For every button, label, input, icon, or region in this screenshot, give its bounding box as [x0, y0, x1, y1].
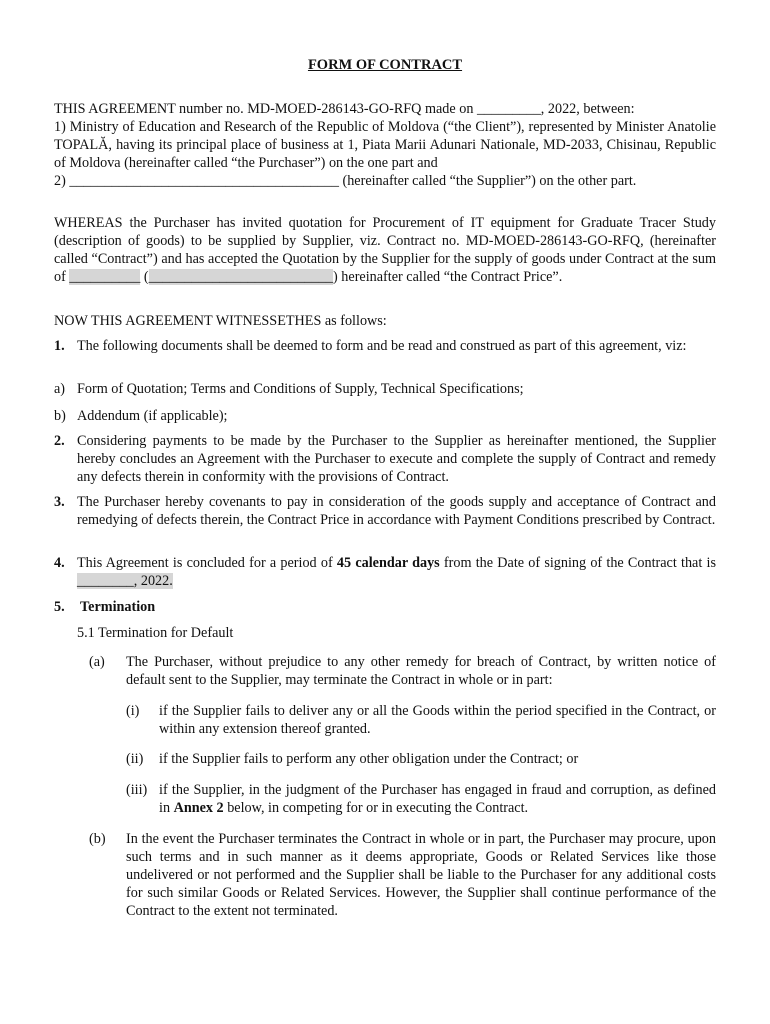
item-a-text: Form of Quotation; Terms and Conditions of Supply, Technical Specifications; [77, 381, 524, 397]
termination-a-label: (a) [89, 654, 105, 670]
item-4-duration: 45 calendar days [336, 555, 440, 571]
page-title: FORM OF CONTRACT [307, 57, 463, 73]
agreement-number-line: THIS AGREEMENT number no. MD-MOED-286143-GO-RFQ made on _________, 2022, between: [54, 101, 635, 117]
termination-b-label: (b) [89, 831, 106, 847]
item-b-text: Addendum (if applicable); [77, 408, 228, 424]
termination-ii-label: (ii) [126, 751, 144, 767]
signing-date-blank: ________, 2022. [77, 573, 173, 589]
whereas-paragraph [54, 214, 716, 286]
item-b-label: b) [54, 408, 66, 424]
item-2-text: Considering payments to be made by the Purchaser to the Supplier as hereinafter mentioned, the Supplier hereby concludes an Agreement with the Purchaser to execute and complete the supply of Contract and remedy any defects therein in conformity with the provisions of Contract. [77, 433, 716, 485]
termination-iii-pre: if the Supplier, in the judgment of the Purchaser has engaged in fraud and corruption, as defined in [159, 782, 716, 816]
termination-for-default-heading: 5.1 Termination for Default [77, 625, 234, 641]
witness-line: NOW THIS AGREEMENT WITNESSETHES as follows: [54, 313, 387, 329]
item-1-number: 1. [54, 338, 65, 354]
termination-i-label: (i) [126, 703, 140, 719]
item-4-post: from the Date of signing of the Contract that is [439, 555, 716, 571]
item-5-number: 5. [54, 599, 65, 615]
whereas-tail: ) hereinafter called “the Contract Price”. [333, 269, 563, 285]
item-3-text: The Purchaser hereby covenants to pay in consideration of the goods supply and acceptance of Contract and remedying of defects therein, the Contract Price in accordance with Payment Conditions prescribed by Contract. [77, 494, 716, 528]
annex-2-reference: Annex 2 [173, 800, 224, 816]
contract-sum-blank: __________ [69, 269, 141, 285]
item-a-label: a) [54, 381, 66, 397]
item-4-number: 4. [54, 555, 65, 571]
item-4-pre: This Agreement is concluded for a period of [77, 555, 337, 571]
item-3-number: 3. [54, 494, 65, 510]
paren-open: ( [143, 269, 149, 285]
item-2-number: 2. [54, 433, 65, 449]
termination-ii-text: if the Supplier fails to perform any other obligation under the Contract; or [159, 751, 579, 767]
termination-b-text: In the event the Purchaser terminates the Contract in whole or in part, the Purchaser may procure, upon such terms and in such manner as it deems appropriate, Goods or Related Services like those undelivered or not performed and the Supplier shall be liable to the Purchaser for any additional costs for such similar Goods or Related Services. However, the Supplier shall continue performance of the Contract to the extent not terminated. [126, 831, 716, 919]
termination-iii-post: below, in competing for or in executing the Contract. [223, 800, 529, 816]
termination-iii-text [159, 781, 716, 817]
termination-heading: Termination [80, 599, 156, 615]
whereas-text: WHEREAS the Purchaser has invited quotation for Procurement of IT equipment for Graduate Tracer Study (description of goods) to be supplied by Supplier, viz. Contract no. MD-MOED-286143-GO-RFQ, (hereinafter called “Contract”) and has accepted the Quotation by the Supplier for the supply of goods under Contract at the sum of [54, 215, 716, 285]
item-4-text [77, 554, 716, 590]
termination-iii-label: (iii) [126, 782, 148, 798]
party-one-paragraph: 1) Ministry of Education and Research of the Republic of Moldova (“the Client”), represented by Minister Anatolie TOPALĂ, having its principal place of business at 1, Piata Marii Adunari Nationale, MD-2033, Chisinau, Republic of Moldova (hereinafter called “the Purchaser”) on the one part and [54, 119, 716, 171]
termination-i-text: if the Supplier fails to deliver any or all the Goods within the period specified in the Contract, or within any extension thereof granted. [159, 703, 716, 737]
contract-sum-words-blank: __________________________ [148, 269, 334, 285]
item-1-text: The following documents shall be deemed to form and be read and construed as part of this agreement, viz: [77, 338, 687, 354]
party-two-line: 2) ______________________________________ (hereinafter called “the Supplier”) on the other part. [54, 173, 637, 189]
termination-a-text: The Purchaser, without prejudice to any other remedy for breach of Contract, by written notice of default sent to the Supplier, may terminate the Contract in whole or in part: [126, 654, 716, 688]
